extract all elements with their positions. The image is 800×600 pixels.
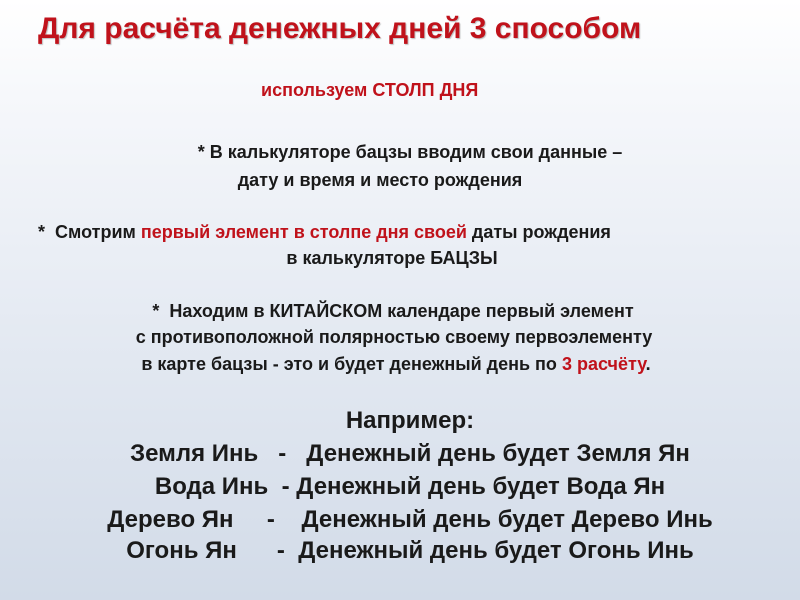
point2-line1 (38, 222, 611, 243)
point3-line2: с противоположной полярностью своему первоэлементу (135, 327, 653, 347)
point3-line1: * Находим в КИТАЙСКОМ календаре первый элемент (152, 301, 634, 321)
example-heading: Например: (345, 407, 475, 434)
point2-line1-end: даты рождения (466, 222, 611, 242)
example-row: Дерево Ян - Денежный день будет Дерево Инь (107, 506, 713, 533)
point2-highlight: первый элемент в столпе дня своей (140, 222, 467, 242)
point3-line3-start: в карте бацзы - это и будет денежный день по (141, 354, 562, 374)
point3-line3-end: . (645, 354, 651, 374)
example-row: Огонь Ян - Денежный день будет Огонь Инь (126, 537, 694, 564)
slide-subtitle: используем СТОЛП ДНЯ (261, 80, 479, 100)
point1-line2: дату и время и место рождения (237, 170, 523, 190)
example-row: Вода Инь - Денежный день будет Вода Ян (154, 473, 666, 500)
slide-title: Для расчёта денежных дней 3 способом (38, 12, 642, 45)
example-row: Земля Инь - Денежный день будет Земля Ян (130, 440, 690, 467)
point1-line1: * В калькуляторе бацзы вводим свои данные – (197, 142, 623, 162)
point3-line3 (0, 354, 796, 375)
point2-line1-start: * Смотрим (38, 222, 141, 242)
point3-highlight: 3 расчёту (561, 354, 646, 374)
point2-line2: в калькуляторе БАЦЗЫ (286, 248, 498, 268)
